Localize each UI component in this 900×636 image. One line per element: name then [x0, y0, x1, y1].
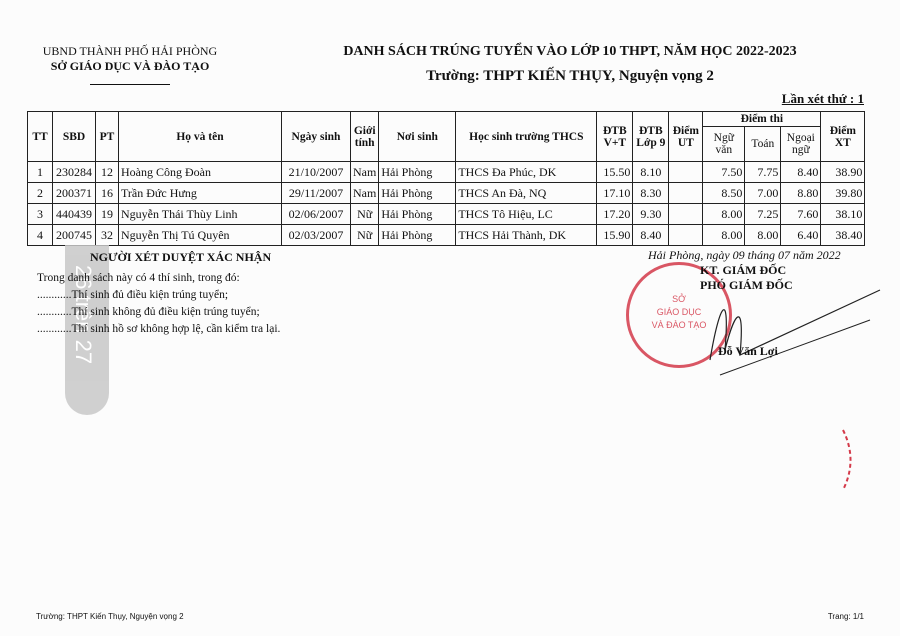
- table-cell: 2: [28, 183, 53, 204]
- official-stamp: SỞ GIÁO DỤC VÀ ĐÀO TẠO: [626, 262, 732, 368]
- col-place: Nơi sinh: [379, 112, 456, 162]
- col-sbd: SBD: [53, 112, 96, 162]
- table-cell: 16: [96, 183, 119, 204]
- reviewer-title: NGƯỜI XÉT DUYỆT XÁC NHẬN: [90, 250, 272, 264]
- table-cell: 8.40: [633, 225, 669, 246]
- table-cell: 12: [96, 162, 119, 183]
- document-title: DANH SÁCH TRÚNG TUYỂN VÀO LỚP 10 THPT, NĂM HỌC 2022-2023: [343, 44, 797, 59]
- table-cell: 38.10: [821, 204, 865, 225]
- table-cell: 17.20: [597, 204, 633, 225]
- table-cell: 02/03/2007: [282, 225, 351, 246]
- table-cell: THCS Đa Phúc, DK: [456, 162, 597, 183]
- table-cell: 15.90: [597, 225, 633, 246]
- red-mark: [838, 425, 858, 495]
- table-cell: 21/10/2007: [282, 162, 351, 183]
- table-cell: 3: [28, 204, 53, 225]
- table-cell: 230284: [53, 162, 96, 183]
- table-cell: Nguyễn Thái Thùy Linh: [119, 204, 282, 225]
- table-cell: 8.80: [781, 183, 821, 204]
- table-cell: 200371: [53, 183, 96, 204]
- table-cell: 7.60: [781, 204, 821, 225]
- table-cell: 7.75: [745, 162, 781, 183]
- review-item: ............Thí sinh không đủ điều kiện trúng tuyển;: [37, 306, 260, 318]
- col-toan: Toán: [745, 127, 781, 162]
- col-tt: TT: [28, 112, 53, 162]
- table-cell: 6.40: [781, 225, 821, 246]
- table-cell: [669, 204, 703, 225]
- review-notes: [37, 270, 280, 338]
- footer-left: Trường: THPT Kiến Thụy, Nguyện vọng 2: [36, 612, 184, 621]
- org-line-1: UBND THÀNH PHỐ HẢI PHÒNG: [42, 44, 218, 58]
- table-cell: Hải Phòng: [379, 183, 456, 204]
- table-cell: Nam: [351, 162, 379, 183]
- table-cell: 9.30: [633, 204, 669, 225]
- table-cell: 38.40: [821, 225, 865, 246]
- table-cell: THCS Tô Hiệu, LC: [456, 204, 597, 225]
- signature-mark: [690, 280, 890, 380]
- table-row: [28, 183, 865, 204]
- table-cell: 15.50: [597, 162, 633, 183]
- col-xt: Điểm XT: [821, 112, 865, 162]
- table-row: [28, 225, 865, 246]
- col-pt: PT: [96, 112, 119, 162]
- table-cell: 8.50: [703, 183, 745, 204]
- table-cell: 8.00: [745, 225, 781, 246]
- table-cell: 38.90: [821, 162, 865, 183]
- table-cell: 7.50: [703, 162, 745, 183]
- org-line-2: SỞ GIÁO DỤC VÀ ĐÀO TẠO: [50, 59, 210, 73]
- sign-date: Hải Phòng, ngày 09 tháng 07 năm 2022: [648, 248, 841, 262]
- review-summary: Trong danh sách này có 4 thí sinh, trong đó:: [37, 272, 240, 284]
- table-cell: 8.30: [633, 183, 669, 204]
- review-item: ............Thí sinh hồ sơ không hợp lệ, cần kiểm tra lại.: [37, 323, 281, 335]
- table-cell: 200745: [53, 225, 96, 246]
- col-school: Học sinh trường THCS: [456, 112, 597, 162]
- table-cell: 7.00: [745, 183, 781, 204]
- organization: [30, 44, 230, 89]
- table-cell: Hoàng Công Đoàn: [119, 162, 282, 183]
- table-cell: 29/11/2007: [282, 183, 351, 204]
- table-cell: 02/06/2007: [282, 204, 351, 225]
- table-cell: 4: [28, 225, 53, 246]
- table-cell: Hải Phòng: [379, 162, 456, 183]
- table-cell: 8.00: [703, 204, 745, 225]
- divider: [90, 84, 170, 85]
- signer-name: Đỗ Văn Lợi: [718, 344, 778, 358]
- table-cell: 32: [96, 225, 119, 246]
- table-row: [28, 162, 865, 183]
- col-dtb9: ĐTB Lớp 9: [633, 112, 669, 162]
- table-cell: Nam: [351, 183, 379, 204]
- table-cell: Nữ: [351, 225, 379, 246]
- table-cell: 39.80: [821, 183, 865, 204]
- signer-title: [700, 263, 793, 293]
- review-round: Lần xét thứ : 1: [781, 91, 864, 106]
- table-cell: [669, 225, 703, 246]
- table-cell: 7.25: [745, 204, 781, 225]
- table-row: [28, 204, 865, 225]
- table-cell: [669, 183, 703, 204]
- col-dob: Ngày sinh: [282, 112, 351, 162]
- col-name: Họ và tên: [119, 112, 282, 162]
- col-diem-thi: Điểm thi: [703, 112, 821, 127]
- table-cell: 8.10: [633, 162, 669, 183]
- col-dtb-vt: ĐTB V+T: [597, 112, 633, 162]
- table-cell: Nữ: [351, 204, 379, 225]
- table-cell: 17.10: [597, 183, 633, 204]
- table-cell: 440439: [53, 204, 96, 225]
- admission-table: [27, 111, 865, 246]
- table-cell: Nguyễn Thị Tú Quyên: [119, 225, 282, 246]
- page-indicator-text: 26 trên 27: [71, 265, 96, 365]
- table-cell: [669, 162, 703, 183]
- col-ut: Điểm UT: [669, 112, 703, 162]
- table-cell: Trần Đức Hưng: [119, 183, 282, 204]
- col-van: Ngữ văn: [703, 127, 745, 162]
- table-cell: 19: [96, 204, 119, 225]
- footer-right: Trang: 1/1: [827, 612, 864, 621]
- signer-role: PHÓ GIÁM ĐỐC: [700, 278, 793, 292]
- table-cell: 8.00: [703, 225, 745, 246]
- table-cell: THCS Hải Thành, DK: [456, 225, 597, 246]
- table-cell: 1: [28, 162, 53, 183]
- table-cell: 8.40: [781, 162, 821, 183]
- col-gender: Giới tính: [351, 112, 379, 162]
- review-item: ............Thí sinh đủ điều kiện trúng tuyển;: [37, 289, 229, 301]
- signer-kt: KT. GIÁM ĐỐC: [700, 263, 787, 277]
- table-cell: Hải Phòng: [379, 225, 456, 246]
- table-cell: THCS An Đà, NQ: [456, 183, 597, 204]
- document-subtitle: Trường: THPT KIẾN THỤY, Nguyện vọng 2: [426, 68, 714, 84]
- table-cell: Hải Phòng: [379, 204, 456, 225]
- col-nn: Ngoại ngữ: [781, 127, 821, 162]
